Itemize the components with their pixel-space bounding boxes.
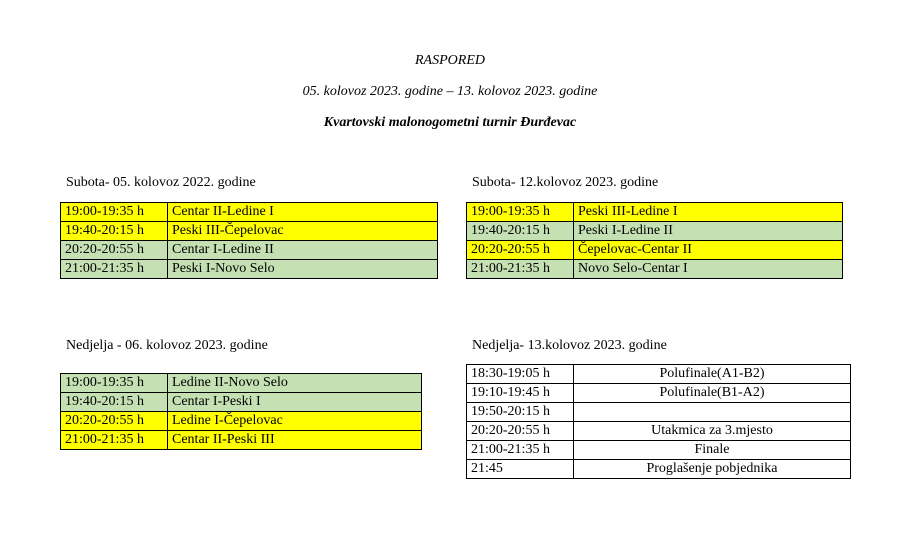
time-cell: 19:40-20:15 h [61, 222, 168, 241]
table-row [467, 203, 843, 222]
time-cell: 19:50-20:15 h [467, 403, 574, 422]
match-cell: Proglašenje pobjednika [574, 460, 851, 479]
match-cell: Finale [574, 441, 851, 460]
day-caption-sunday-06: Nedjelja - 06. kolovoz 2023. godine [66, 338, 268, 353]
match-cell: Utakmica za 3.mjesto [574, 422, 851, 441]
tournament-name: Kvartovski malonogometni turnir Đurđevac [323, 115, 577, 130]
time-cell: 21:45 [467, 460, 574, 479]
match-cell: Ledine I-Čepelovac [168, 412, 422, 431]
document-title: RASPORED [415, 53, 485, 68]
match-cell: Centar II-Ledine I [168, 203, 438, 222]
time-cell: 18:30-19:05 h [467, 365, 574, 384]
time-cell: 19:00-19:35 h [467, 203, 574, 222]
table-row [467, 422, 851, 441]
time-cell: 21:00-21:35 h [467, 441, 574, 460]
match-cell: Novo Selo-Centar I [574, 260, 843, 279]
table-row [467, 222, 843, 241]
time-cell: 20:20-20:55 h [467, 241, 574, 260]
day-caption-saturday-05: Subota- 05. kolovoz 2022. godine [66, 175, 256, 190]
time-cell: 19:00-19:35 h [61, 203, 168, 222]
table-row [467, 441, 851, 460]
match-cell: Centar I-Ledine II [168, 241, 438, 260]
match-cell: Peski I-Ledine II [574, 222, 843, 241]
time-cell: 19:10-19:45 h [467, 384, 574, 403]
schedule-table-saturday-12 [466, 202, 843, 279]
table-row [467, 384, 851, 403]
time-cell: 21:00-21:35 h [61, 431, 168, 450]
time-cell: 20:20-20:55 h [61, 241, 168, 260]
match-cell [574, 403, 851, 422]
schedule-table-sunday-06 [60, 373, 422, 450]
time-cell: 19:00-19:35 h [61, 374, 168, 393]
table-row [467, 403, 851, 422]
time-cell: 20:20-20:55 h [467, 422, 574, 441]
match-cell: Centar II-Peski III [168, 431, 422, 450]
time-cell: 19:40-20:15 h [61, 393, 168, 412]
schedule-table-sunday-13 [466, 364, 851, 479]
table-row [61, 222, 438, 241]
match-cell: Peski III-Čepelovac [168, 222, 438, 241]
time-cell: 20:20-20:55 h [61, 412, 168, 431]
table-row [61, 393, 422, 412]
table-row [61, 203, 438, 222]
match-cell: Centar I-Peski I [168, 393, 422, 412]
day-caption-sunday-13: Nedjelja- 13.kolovoz 2023. godine [472, 338, 667, 353]
time-cell: 19:40-20:15 h [467, 222, 574, 241]
table-row [61, 412, 422, 431]
table-row [467, 365, 851, 384]
match-cell: Polufinale(A1-B2) [574, 365, 851, 384]
table-row [467, 460, 851, 479]
table-row [61, 431, 422, 450]
table-row [467, 241, 843, 260]
match-cell: Peski I-Novo Selo [168, 260, 438, 279]
table-row [61, 260, 438, 279]
time-cell: 21:00-21:35 h [61, 260, 168, 279]
day-caption-saturday-12: Subota- 12.kolovoz 2023. godine [472, 175, 659, 190]
time-cell: 21:00-21:35 h [467, 260, 574, 279]
table-row [61, 241, 438, 260]
date-range: 05. kolovoz 2023. godine – 13. kolovoz 2023. godine [302, 84, 598, 99]
match-cell: Peski III-Ledine I [574, 203, 843, 222]
table-row [467, 260, 843, 279]
match-cell: Ledine II-Novo Selo [168, 374, 422, 393]
match-cell: Čepelovac-Centar II [574, 241, 843, 260]
match-cell: Polufinale(B1-A2) [574, 384, 851, 403]
schedule-table-saturday-05 [60, 202, 438, 279]
table-row [61, 374, 422, 393]
